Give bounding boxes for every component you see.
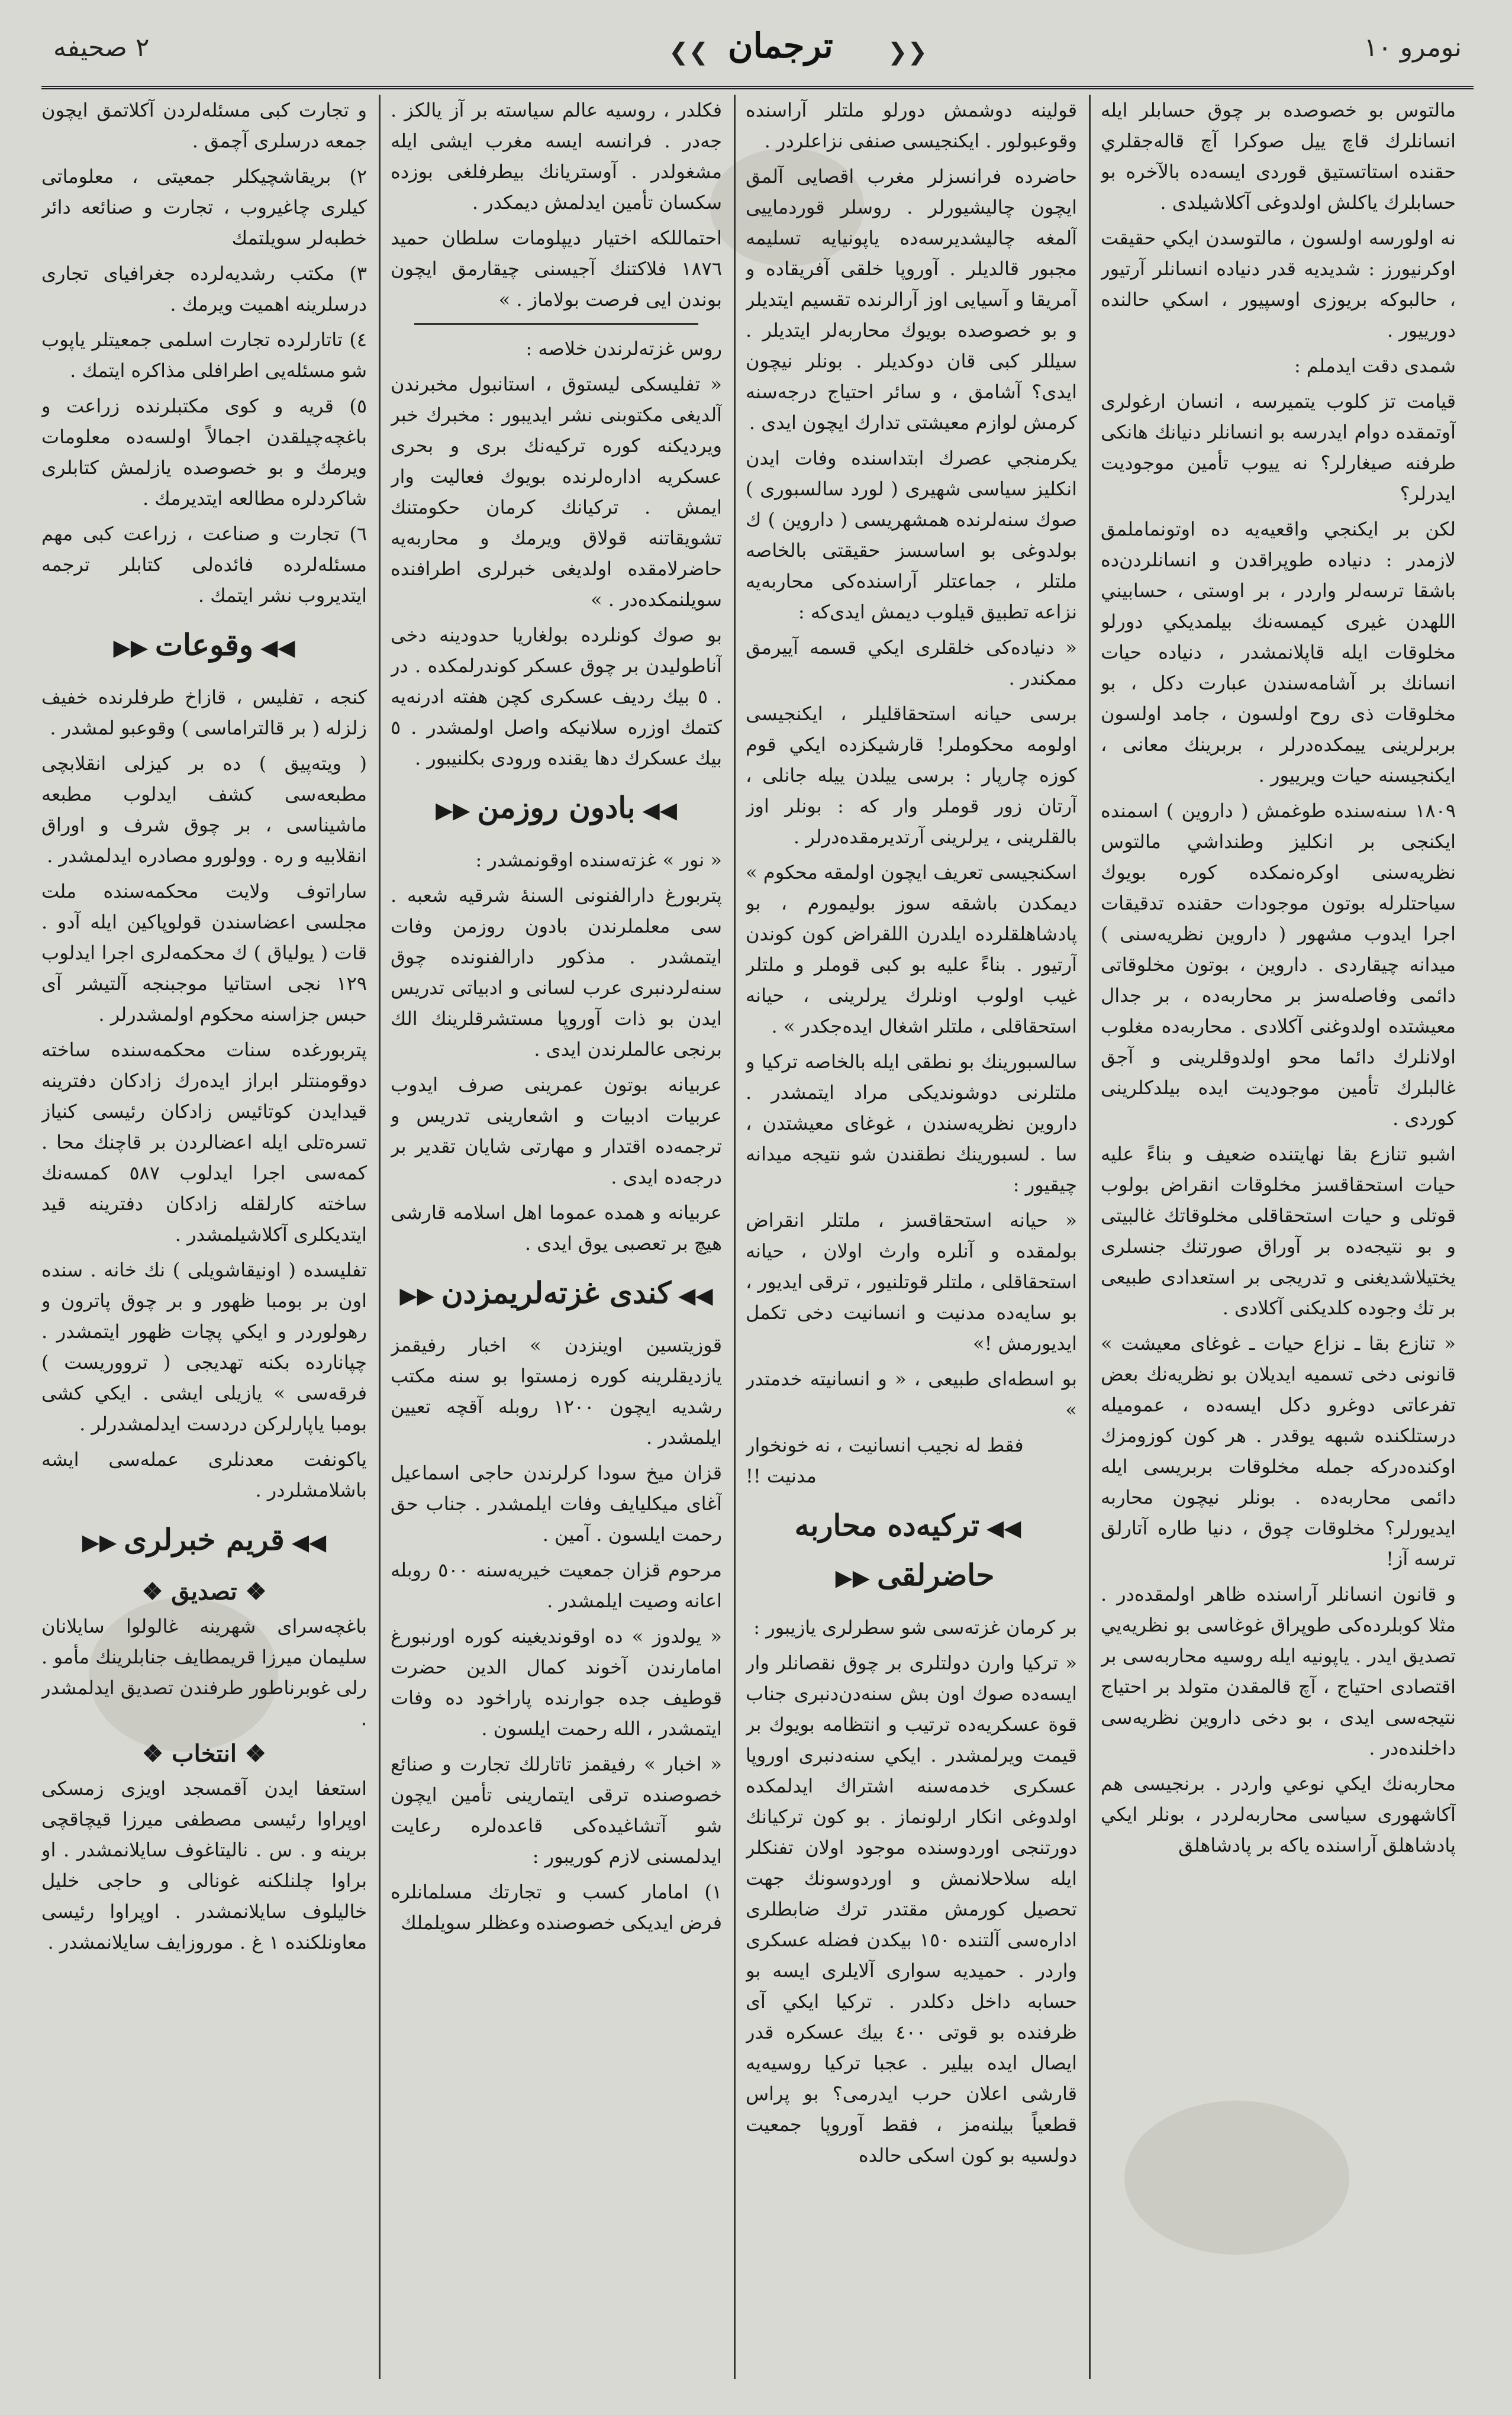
column-4 <box>41 95 367 2379</box>
column-3 <box>391 95 722 2379</box>
page-number: ٢ صحيفه <box>53 33 150 63</box>
ornament-icon: ◀◀ <box>986 1514 1021 1541</box>
paragraph: فكلدر ، روسيه عالم سياسته بر آز يالكز . جه‌در . فرانسه ايسه مغرب ايشی ايله مشغولدر . آوستريانك بيطرفلغی بوزده سكسان تأمين ايدلمش ديمكدر . <box>391 99 722 214</box>
section-heading <box>746 1502 1077 1601</box>
ornament-icon: ❖ <box>236 1740 266 1768</box>
paragraph: قولينه دوشمش دورلو ملتلر آراسنده وقوعبولور . ايكنجيسی صنفی نزاعلردر . <box>746 99 1077 152</box>
paragraph: سالسبورينك بو نطقی ايله بالخاصه تركيا و ملتلرنی دوشونديكی مراد ايتمشدر . داروين نظريه‌سندن ، غوغای معيشتدن ، سا . لسبورينك نطقندن شو نتيجه ميدانه چيقيور : <box>746 1050 1077 1196</box>
paragraph: « تنازع بقا ـ نزاع حيات ـ غوغای معيشت » قانونی دخی تسميه ايديلان بو نظريه‌نك بعض تفرعاتی دوغرو دكل ايسه‌ده ، عموميله درستلكنده شبهه يوقدر . هر كون كوزومزك اوكنده‌دركه جمله مخلوقات بربريسی ايله دائمی محاربه‌ده . بونلر نيچون محاربه ايديورلر؟ مخلوقات چوق ، دنيا طاره آتارلق ترسه آز! <box>1101 1332 1456 1570</box>
paragraph: « حيانه استحقاقسز ، ملتلر انقراض بولمقده و آنلره وارث اولان ، حيانه استحقاقلی ، ملتلر قوتلنيور ، ترقی ايديور ، بو سايه‌ده مدنيت و انسانيت دخی تكمل ايديورمش !» <box>746 1209 1077 1355</box>
ornament-icon: ◀◀ <box>678 1282 713 1308</box>
paragraph: پتربورغ دارالفنونی السنهٔ شرقيه شعبه . سی معلملرندن بادون روزمن وفات ايتمشدر . مذكور دارالفنونده چوق سنه‌لردنبری عرب لسانی و ادبياتی تدريس ايدن بو ذات آوروپا مستشرقلرينك الك برنجی عالملرندن ايدی . <box>391 884 722 1060</box>
heading-text: وقوعات <box>154 627 253 662</box>
heading-text: بادون روزمن <box>477 790 636 825</box>
section-heading <box>391 784 722 834</box>
paragraph: ( ويته‌پيق ) ده بر كيزلی انقلابچی مطبعه‌سی كشف ايدلوب مطبعه ماشيناسی ، بر چوق شرف و اوراق انقلابيه و ره . وولورو مصادره ايدلمشدر . <box>41 752 367 867</box>
paragraph: « يولدوز » ده اوقونديغينه كوره اورنبورغ امامارندن آخوند كمال الدين حضرت قوطيف جده جوارنده پاراخود ده وفات ايتمشدر ، الله رحمت ايلسون . <box>391 1625 722 1740</box>
subheading <box>41 1739 367 1769</box>
ornament-icon: ❖ <box>142 1740 172 1768</box>
section-heading <box>41 1516 367 1566</box>
masthead <box>41 15 1474 89</box>
ornament-icon: ❯❯ <box>888 38 928 66</box>
newspaper-title: ترجمان <box>728 25 833 66</box>
ornament-icon: ❖ <box>141 1578 172 1605</box>
paragraph: « تركيا وارن دولتلری بر چوق نقصانلر وار ايسه‌ده صوك اون بش سنه‌دن‌دنبری جناب قوة عسكريه‌ده ترتيب و انتظامه بويوك بر قيمت ويرلمشدر . ايكي سنه‌دنبری اوروپا عسكری خدمه‌سنه اشتراك ايدلمکده اولدوغی انكار ارلونماز . بو كون تركيانك دورتنجی اوردوسنده موجود اولان تفنكلر ايله سلاحلانمش و اوردوسونك جهت تحصيل كورمش مقتدر ترك ضابطلری اداره‌سی آلتنده ١٥٠ بيكدن فضله عسكری واردر . حميديه سواری آلايلری ايسه بو حسابه داخل دكلدر . تركيا ايكي آی ظرفنده بو قوتی ٤٠٠ بيك عسكره قدر ايصال ايده بيلير . عجبا تركيا روسيه‌يه قارشی اعلان حرب ايدرمی؟ بو پراس قطعياً بيلنه‌مز ، فقط آوروپا جمعيت دولسيه بو كون اسکی حالده <box>746 1652 1077 2166</box>
heading-text: قريم خبرلری <box>124 1522 285 1557</box>
paragraph: بر كرمان غزته‌سی شو سطرلری يازيبور : <box>753 1616 1077 1639</box>
column-rule <box>379 95 381 2379</box>
paragraph: عربيانه و همده عموما اهل اسلامه قارشی هيچ بر تعصبی يوق ايدی . <box>391 1201 722 1255</box>
ornament-icon: ◀◀ <box>260 634 295 660</box>
column-rule <box>734 95 736 2379</box>
paragraph: « نور » غزته‌سنده اوقونمشدر : <box>475 849 722 871</box>
paragraph: « دنياده‌كی خلقلری ايكي قسمه آييرمق ممكندر . <box>746 636 1077 689</box>
paragraph: ٥) قريه و كوی مكتبلرنده زراعت و باغچه‌چيلقدن اجمالاً اولسه‌ده معلومات ويرمك و بو خصوصده يازلمش كتابلری شاكردلره مطالعه ايتديرمك . <box>41 395 367 510</box>
column-2 <box>746 95 1077 2379</box>
divider <box>414 323 698 325</box>
section-heading <box>391 1269 722 1319</box>
paragraph: ٢) بريقاشچيكلر جمعيتی ، معلوماتی كيلری چاغيروب ، تجارت و صنائعه دائر خطبه‌لر سويلتمك <box>41 165 367 249</box>
section-heading <box>41 621 367 671</box>
paragraph: قيامت تز كلوب يتميرسه ، انسان ارغولری آوتمقده دوام ايدرسه بو انسانلر دنيانك هانكی طرفنه صيغارلر؟ نه ييوب تأمين موجوديت ايدرلر؟ <box>1101 390 1456 505</box>
paragraph: شمدی دقت ايدملم : <box>1294 354 1456 377</box>
paragraph: احتماللكه اختيار ديپلومات سلطان حميد ١٨٧٦ فلاكتنك آجيسنی چيقارمق ايچون بوندن ايی فرصت بولاماز . » <box>391 227 722 311</box>
ornament-icon: ▶▶ <box>82 1529 117 1555</box>
ornament-icon: ❖ <box>237 1578 267 1605</box>
ornament-icon: ▶▶ <box>113 634 148 660</box>
subheading-text: تصديق <box>171 1578 237 1605</box>
paragraph: ٤) تاتارلرده تجارت اسلمی جمعيتلر ياپوب شو مسئله‌يی اطرافلی مذاكره ايتمك . <box>41 328 367 382</box>
paragraph: مالتوس بو خصوصده بر چوق حسابلر ايله انسانلرك قاچ ييل صوكرا آچ قاله‌جقلري حقنده استاتستيق قوردی ايسه‌ده بالآخره بو حسابلرك ياكلش اولدوغی آكلاشيلدی . <box>1101 99 1456 214</box>
paragraph: ساراتوف ولايت محكمه‌سنده ملت مجلسی اعضاسندن قولوپاكين ايله آدو . قات ( يولياق ) ك محكمه‌لری اجرا ايدلوب ١٢٩ نجی استاتيا موجبنجه آلتيشر آی حبس جزاسنه محكوم اولمشدرلر . <box>41 880 367 1026</box>
paragraph: بو اسطه‌ای طبيعی ، « و انسانيته خدمتدر » <box>746 1368 1077 1421</box>
paragraph: مرحوم قزان جمعيت خيريه‌سنه ٥٠٠ روبله اعانه وصيت ايلمشدر . <box>391 1559 722 1612</box>
issue-number: نومرو ١٠ <box>1363 33 1462 63</box>
paragraph: لكن بر ايكنجي واقعيه‌يه ده اوتونماملمق لازمدر : دنياده طوپراقدن و انسانلردن‌ده باشقا ترسه‌لر واردر ، بر اوستی ، حسابيني اللهدن غيری کيمسه‌نك بيلمديكي دورلو مخلوقات ايله قاپلانمشدر ، دنياده حيات انسانك بر آشامه‌سندن عبارت دكل ، بو مخلوقات ذی روح اولسون ، جامد اولسون بربرلرينی ييمکده‌درلر ، بربرينك معانی ، ايكنجيسنه حيات ويرييور . <box>1101 518 1456 786</box>
paragraph: تفليسده ( اونيقاشويلی ) نك خانه . سنده اون بر بومبا ظهور و بر چوق پاترون و رهولوردر و ايكي پچات ظهور ايتمشدر . چپانارده بكنه تهديجی ( ترووريست ) فرقه‌سی » يازيلی ايشی . ايكي كشی بومبا ياپارلركن دردست ايدلمشدرلر . <box>41 1259 367 1435</box>
paragraph: عربيانه بوتون عمرينی صرف ايدوب عربيات ادبيات و اشعارينی تدريس و ترجمه‌ده اقتدار و مهارتی شايان تقدير بر درجه‌ده ايدی . <box>391 1073 722 1188</box>
ornament-icon: ◀◀ <box>642 797 677 823</box>
column-1 <box>1101 95 1456 2379</box>
heading-text: كندی غزته‌لريمزدن <box>441 1275 672 1310</box>
subheading <box>41 1576 367 1607</box>
paragraph: فقط له نجيب انسانيت ، نه خونخوار مدنيت !! <box>746 1434 1024 1487</box>
heading-text: تركيه‌ده محاربه حاضرلقی <box>794 1508 995 1592</box>
paragraph: ياكونفت معدنلری عمله‌سی ايشه باشلامشلردر . <box>41 1448 367 1501</box>
ornament-icon: ▶▶ <box>399 1282 434 1308</box>
paragraph: يكرمنجي عصرك ابتداسنده وفات ايدن انكليز سياسی شهيری ( لورد سالسبوری ) صوك سنه‌لرنده همشهريسی ( داروين ) ك بولدوغی بو اساسسز حقيقتی بالخاصه ملتلر ، جماعتلر آراسنده‌كی محاربه‌يه نزاعه تطبيق قيلوب ديمش ايدی‌كه : <box>746 447 1077 623</box>
paragraph: حاضرده فرانسزلر مغرب اقصايی آلمق ايچون چاليشيورلر . روسلر قوردماييی آلمغه چاليشديرسه‌ده ياپونيايه تسليمه مجبور قالديلر . آوروپا خلقی آفريقاده و آمريقا و آسيايی اوز آرالرنده تقسيم ايتديلر و بو خصوصده بويوك محاربه‌لر ايتديلر . سيللر كبی قان دوكديلر . بونلر نيچون ايدی؟ آشامق ، و سائر احتياج درجه‌سنه كرمش لوازم معيشتی تدارك ايچون ايدی . <box>746 165 1077 434</box>
paragraph: قوزيتسين اوينزدن » اخبار رفيقمز يازديقلرينه كوره زمستوا بو سنه مكتب رشديه ايچون ١٢٠٠ روبله آقچه تعيين ايلمشدر . <box>391 1334 722 1449</box>
ornament-icon: ▶▶ <box>835 1564 871 1591</box>
paragraph: بو صوك كونلرده بولغاريا حدودينه دخی آناطوليدن بر چوق عسكر كوندرلمكده . در . ٥ بيك رديف عسكری كچن هفته ادرنه‌يه كتمك اوزره سلانيكه واصل اولمشدر . ٥ بيك عسكرك دها يقنده ورودی بكلنيبور . <box>391 624 722 769</box>
paragraph: روس غزته‌لرندن خلاصه : <box>526 337 722 360</box>
paragraph: كنجه ، تفليس ، قازاخ طرفلرنده خفيف زلزله ( بر قالتراماسی ) وقوعبو لمشدر . <box>41 686 367 739</box>
paragraph: باغچه‌سرای شهرينه غالولوا سايلانان سليمان ميرزا قريمطايف جنابلرينك مأمو . رلی غوبرناطور طرفندن تصديق ايدلمشدر . <box>41 1615 367 1730</box>
paragraph: و تجارت كبی مسئله‌لردن آكلاتمق ايچون جمعه درسلری آچمق . <box>41 99 367 152</box>
paragraph: ١) امامار كسب و تجارتك مسلمانلره فرض ايديكی خصوصنده وعظلر سويلملك <box>391 1881 722 1934</box>
paragraph: اشبو تنازع بقا نهايتنده ضعيف و بناءً عليه حيات استحقاقسز مخلوقات انقراض بولوب قوتلی و حيات استحقاقلی مخلوقاتك غالبيتی و بو نتيجه‌ده بر آوراق صورتنك جنسلری يختيلاشديغنی و تدريجی بر استعدادی طبيعی بر تك وجوده كلديكنی آكلادی . <box>1101 1143 1456 1319</box>
paragraph: قزان ميخ سودا كرلرندن حاجی اسماعيل آغای ميكليايف وفات ايلمشدر . جناب حق رحمت ايلسون . آمين . <box>391 1462 722 1546</box>
paragraph: « تفليسكی ليستوق ، استانبول مخبرندن آلديغی مكتوبنی نشر ايديبور : مخبرك خبر ويرديكنه كوره تركيه‌نك بری و بحری عسكريه اداره‌لرنده بويوك فعاليت وار ايمش . تركيانك كرمان حكومتنك تشويقاتنه قولاق ويرمك و محاربه‌يه حاضرلامقده اولديغی خبرلری اطرافنده سويلنمكده‌در . » <box>391 373 722 611</box>
paragraph: محاربه‌نك ايكي نوعي واردر . برنجيسی هم آكاشهوری سياسی محاربه‌لردر ، بونلر ايكي پادشاهلق آراسنده ياكه بر پادشاهلق <box>1101 1772 1456 1856</box>
paragraph: ٣) مكتب رشديه‌لرده جغرافيای تجاری درسلرينه اهميت ويرمك . <box>41 262 367 315</box>
subheading-text: انتخاب <box>172 1740 237 1768</box>
paragraph: استعفا ايدن آقمسجد اويزی زمسكی اوپراوا رئيسی مصطفی ميرزا قيچاقچی برينه و . س . ناليتاغوف سايلانمشدر . او براوا چلنلکنه غونالی و حاجی خليل خاليلوف سايلانمشدر . اوپراوا رئيسی معاونلكنده ١ غ . موروزايف سايلانمشدر . <box>41 1777 367 1953</box>
column-rule <box>1089 95 1091 2379</box>
paragraph: برسی حيانه استحقاقلیلر ، ايكنجيسی اولومه محكوملر! قارشيكزده ايكي قوم كوزه چارپار : برسی ييلدن ييله جانلی ، آرتان زور قوملر وار كه : بونلر اوز بالقلرينی ، يرلرينی آرتديرمقده‌درلر . <box>746 702 1077 848</box>
ornament-icon: ◀◀ <box>291 1529 327 1555</box>
paragraph: نه اولورسه اولسون ، مالتوسدن ايكي حقيقت اوكرنيورز : شديديه قدر دنياده انسانلر آرتيور ، حالبوكه بريوزی اوسپيور ، اسکي حالنده دورييور . <box>1101 227 1456 341</box>
ornament-icon: ▶▶ <box>436 797 470 823</box>
paragraph: و قانون انسانلر آراسنده ظاهر او‌لمقده‌در . مثلا كوبلرده‌كی طوپراق غوغاسی بو نظريه‌يي تصديق ايدر . ياپونيه ايله روسيه محاربه‌سی بر اقتصادی احتياج ، آچ قالمقدن متولد بر احتياج نتيجه‌سی ايدی ، بو دخی داروين نظريه‌سی داخلنده‌در . <box>1101 1583 1456 1759</box>
ornament-icon: ❮❮ <box>669 38 709 66</box>
paragraph: ١٨٠٩ سنه‌سنده طوغمش ( داروين ) اسمنده ايكنجی بر انكليز وطنداشي مالتوس نظريه‌سنی اوكره‌نمکده کوره بويوك سياحتلرله بوتون موجودات حقنده تدقيقات اجرا ايدوب مشهور ( داروين نظريه‌سنی ) ميدانه چيقاردی . داروين ، بوتون مخلوقاتی دائمی وفاصله‌سز بر محاربه‌ده ، بر جدال معيشتده اولدوغنی آكلادی . محاربه‌ده مغلوب اولانلرك دائما محو اولدوقلرينی و آجق غالبلرك تأمين موجوديت ايده بيلدكلرينی كوردی . <box>1101 799 1456 1130</box>
paragraph: ٦) تجارت و صناعت ، زراعت كبی مهم مسئله‌لرده فائده‌لی كتابلر ترجمه ايتديروب نشر ايتمك . <box>41 523 367 607</box>
paragraph: اسکنجيسی تعريف ايچون اولمقه محكوم » ديمكدن باشقه سوز بوليمورم ، بو پادشاهلقلرده ايلدرن اللقراض كون كوندن آرتيور . بناءً عليه بو كبی قوملر و ملتلر غيب اولوب اونلرك يرلرينی ، حيانه استحقاقلی ، ملتلر اشغال ايده‌جكدر » . <box>746 861 1077 1037</box>
paragraph: « اخبار » رفيقمز تاتارلك تجارت و صنائع خصوصنده ترقی ايتمارينی تأمين ايچون شو آتشاغيده‌كی قاعده‌لره رعايت ايدلمسنی لازم كوريبور : <box>391 1753 722 1868</box>
paragraph: پتربورغده سنات محكمه‌سنده ساخته دوقومنتلر ابراز ايده‌رك زادكان دفترينه قيدايدن كوتائيس زادكان رئيسی كنياز تسره‌تلی ايله اعضالردن بر قاچنك محا . كمه‌سی اجرا ايدلوب ٥٨٧ كمسه‌نك ساخته كارلقله زادكان دفترينه قيد ايتديكلری آكلاشيلمشدر . <box>41 1039 367 1246</box>
